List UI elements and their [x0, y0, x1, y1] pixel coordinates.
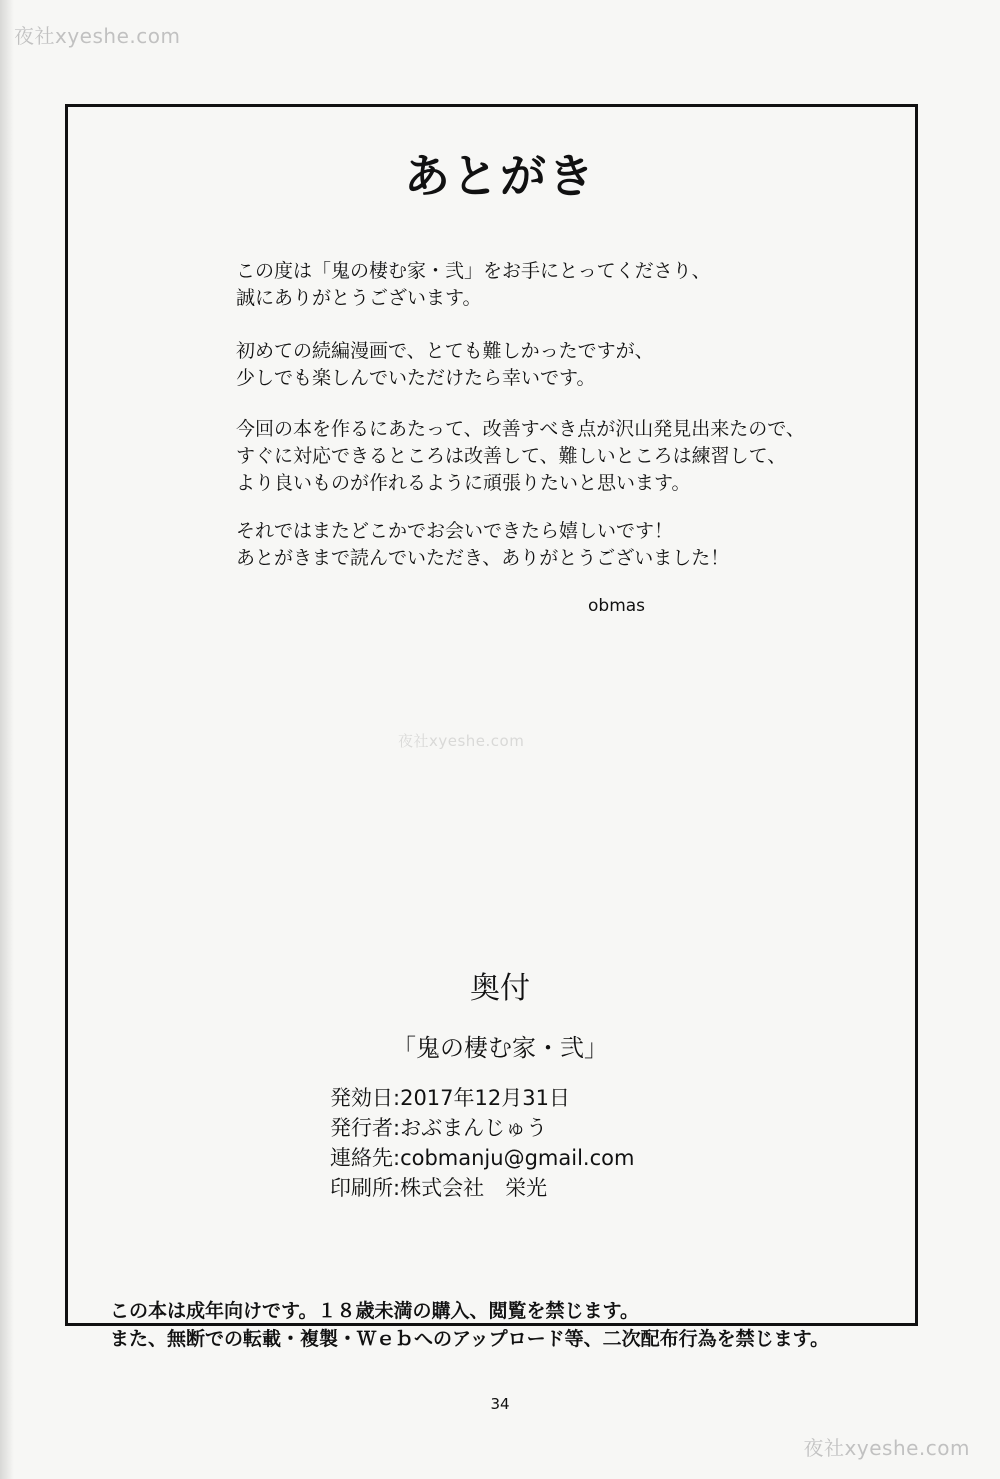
scan-edge — [0, 0, 14, 1479]
afterword-line: 初めての続編漫画で、とても難しかったですが、 — [236, 340, 654, 362]
colophon-separator: : — [393, 1146, 401, 1170]
afterword-line: この度は「鬼の棲む家・弐」をお手にとってくださり、 — [236, 260, 711, 282]
colophon-separator: : — [393, 1086, 401, 1110]
afterword-paragraph-2 — [236, 338, 654, 392]
colophon-value: おぶまんじゅう — [400, 1116, 548, 1140]
afterword-paragraph-4 — [236, 518, 729, 572]
afterword-paragraph-1 — [236, 258, 711, 312]
watermark-bottom: 夜社xyeshe.com — [803, 1436, 970, 1460]
watermark-mid: 夜社xyeshe.com — [398, 732, 525, 750]
colophon-heading: 奥付 — [470, 971, 530, 1006]
colophon-table — [330, 1083, 634, 1203]
colophon-row-publisher — [330, 1113, 634, 1143]
colophon-label: 印刷所 — [330, 1176, 393, 1200]
afterword-line: あとがきまで読んでいただき、ありがとうございました！ — [236, 547, 730, 569]
colophon-row-printer — [330, 1173, 634, 1203]
colophon-value: cobmanju@gmail.com — [400, 1146, 635, 1170]
afterword-line: 少しでも楽しんでいただけたら幸いです。 — [236, 367, 596, 389]
afterword-line: すぐに対応できるところは改善して、難しいところは練習して、 — [236, 445, 787, 467]
colophon-label: 発行者 — [330, 1116, 393, 1140]
colophon-value: 株式会社 栄光 — [400, 1176, 548, 1200]
adult-notice — [110, 1297, 829, 1353]
page-number: 34 — [490, 1395, 510, 1413]
author-signature: obmas — [588, 596, 646, 616]
afterword-line: 今回の本を作るにあたって、改善すべき点が沢山発見出来たので、 — [236, 418, 805, 440]
colophon-label: 発効日 — [330, 1086, 393, 1110]
afterword-title: あとがき — [404, 149, 596, 203]
colophon-separator: : — [393, 1176, 401, 1200]
afterword-line: 誠にありがとうございます。 — [236, 287, 482, 309]
colophon-label: 連絡先 — [330, 1146, 393, 1170]
afterword-line: より良いものが作れるように頑張りたいと思います。 — [236, 472, 691, 494]
notice-line: この本は成年向けです。１８歳未満の購入、閲覧を禁じます。 — [110, 1300, 639, 1322]
colophon-value: 2017年12月31日 — [400, 1086, 570, 1110]
colophon-separator: : — [393, 1116, 401, 1140]
afterword-line: それではまたどこかでお会いできたら嬉しいです！ — [236, 520, 674, 542]
notice-line: また、無断での転載・複製・Ｗｅｂへのアップロード等、二次配布行為を禁じます。 — [110, 1328, 830, 1350]
colophon-row-publish-date — [330, 1083, 634, 1113]
watermark-top: 夜社xyeshe.com — [14, 24, 181, 48]
afterword-paragraph-3 — [236, 416, 805, 497]
colophon-row-contact — [330, 1143, 634, 1173]
colophon-book-title: 「鬼の棲む家・弐」 — [392, 1034, 608, 1062]
